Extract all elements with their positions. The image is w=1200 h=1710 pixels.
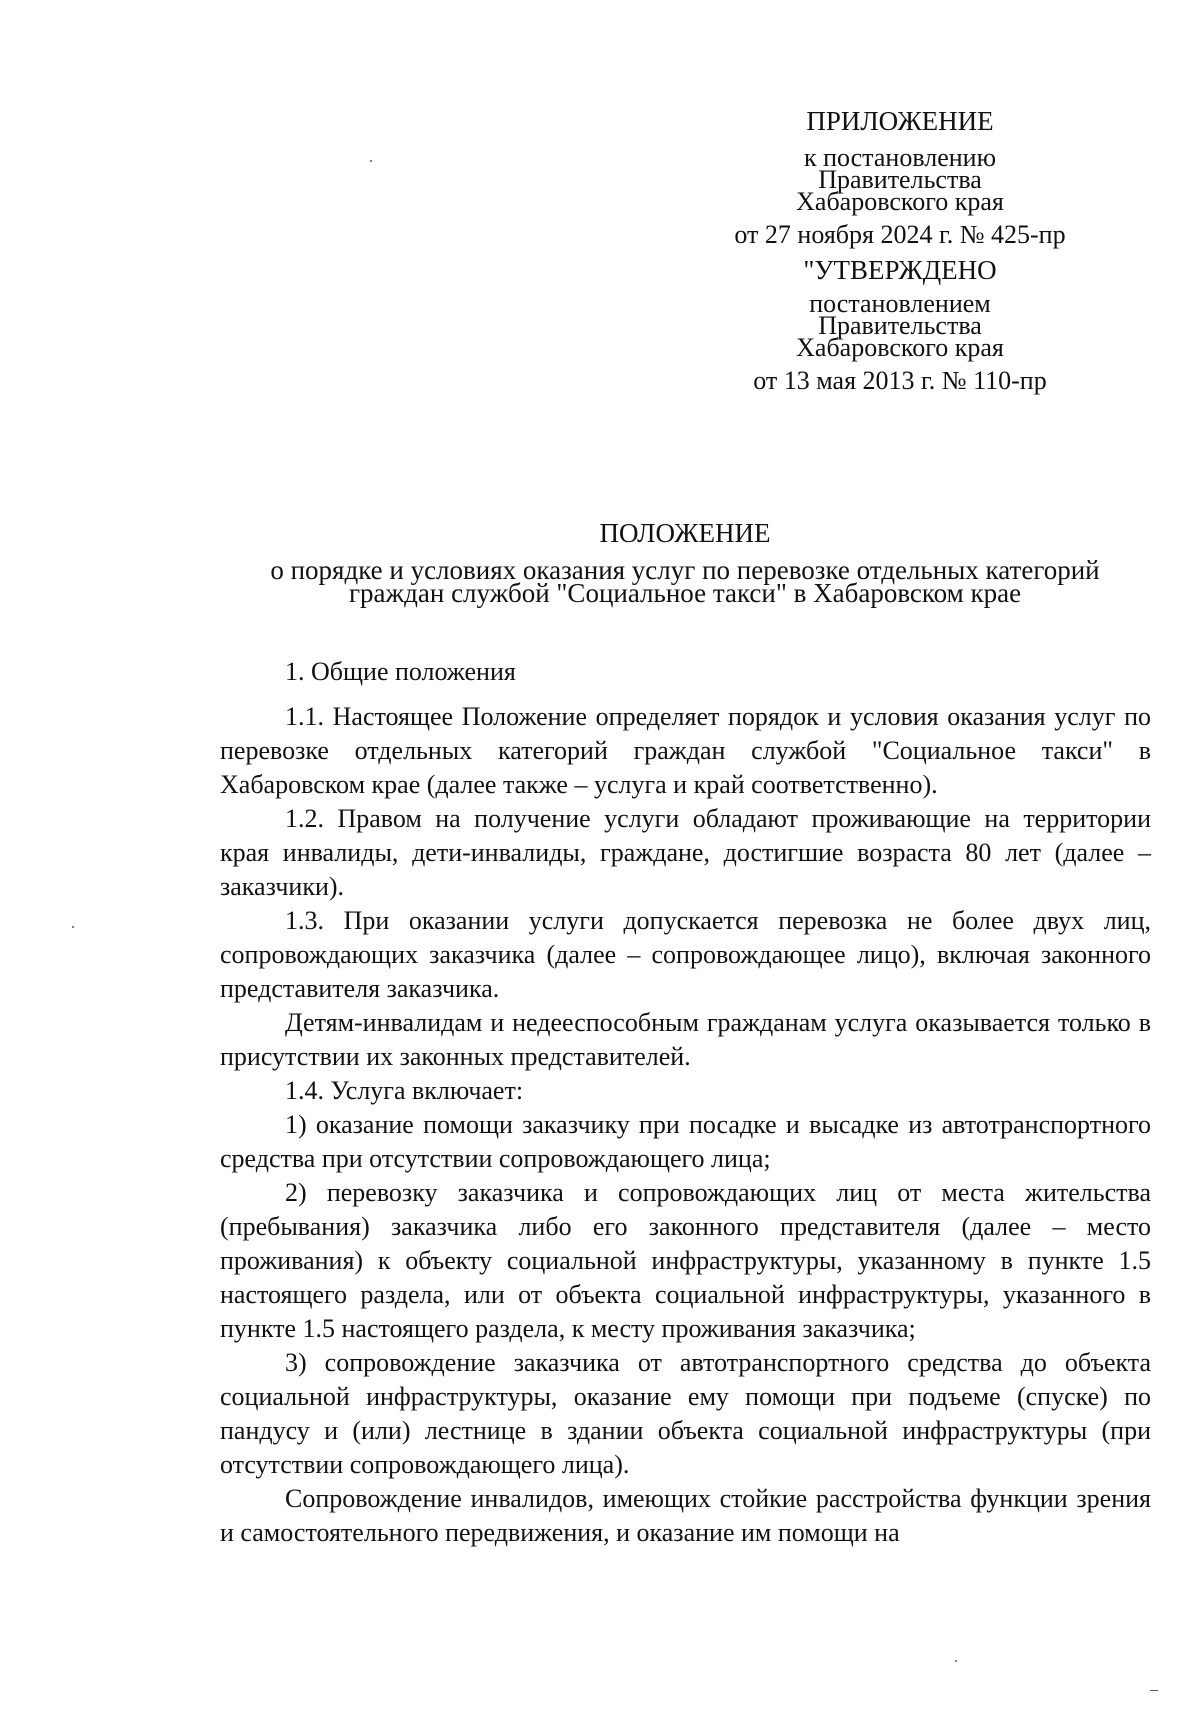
appendix-label: ПРИЛОЖЕНИЕ [806,106,994,136]
approved-label: "УТВЕРЖДЕНО [803,255,997,285]
resolution-date-number: от 27 ноября 2024 г. № 425-пр [734,220,1066,249]
region-label: Хабаровского края [796,187,1004,216]
approved-region-label: Хабаровского края [796,333,1004,362]
document-title: ПОЛОЖЕНИЕ [599,518,771,548]
scan-speck [1150,1690,1158,1691]
paragraph-1-3: 1.3. При оказании услуги допускается перевозка не более двух лиц, сопровождающих заказчика (далее – сопровождающее лицо), включая законного представителя заказчика. [220,906,1151,1003]
document-subtitle-line1: о порядке и условиях оказания услуг по перевозке отдельных категорий [270,555,1100,585]
paragraph-1-2: 1.2. Правом на получение услуги обладают проживающие на территории края инвалиды, дети-инвалиды, граждане, достигшие возраста 80 лет (далее – заказчики). [220,804,1151,901]
by-resolution-label: постановлением [809,289,991,318]
paragraph-1-4: 1.4. Услуга включает: [285,1076,524,1105]
scan-speck [955,1660,957,1662]
list-item-3: 3) сопровождение заказчика от автотранспортного средства до объекта социальной инфраструктуры, оказание ему помощи при подъеме (спуске) по пандусу и (или) лестнице в здании объекта социальной инфраструктуры (при отсутствии сопровождающего лица). [220,1348,1151,1479]
list-item-1: 1) оказание помощи заказчику при посадке и высадке из автотранспортного средства при отсутствии сопровождающего лица; [220,1110,1151,1173]
approved-date-number: от 13 мая 2013 г. № 110-пр [753,366,1047,395]
scan-speck [72,926,74,928]
approved-government-label: Правительства [818,311,982,340]
list-item-2: 2) перевозку заказчика и сопровождающих лиц от места жительства (пребывания) заказчика либо его законного представителя (далее – место проживания) к объекту социальной инфраструктуры, указанному в пункте 1.5 настоящего раздела, или от объекта социальной инфраструктуры, указанного в пункте 1.5 настоящего раздела, к месту проживания заказчика; [220,1178,1151,1343]
to-resolution-label: к постановлению [803,143,997,172]
government-label: Правительства [818,165,982,194]
document-subtitle-line2: граждан службой "Социальное такси" в Хабаровском крае [348,578,1022,608]
scan-speck [370,160,372,162]
paragraph-escort: Сопровождение инвалидов, имеющих стойкие расстройства функции зрения и самостоятельного передвижения, и оказание им помощи на [220,1484,1151,1547]
section-heading: 1. Общие положения [285,657,516,686]
paragraph-1-1: 1.1. Настоящее Положение определяет порядок и условия оказания услуг по перевозке отдельных категорий граждан службой "Социальное такси" в Хабаровском крае (далее также – услуга и край соответственно). [220,702,1151,799]
paragraph-1-3-children: Детям-инвалидам и недееспособным гражданам услуга оказывается только в присутствии их законных представителей. [220,1008,1151,1071]
